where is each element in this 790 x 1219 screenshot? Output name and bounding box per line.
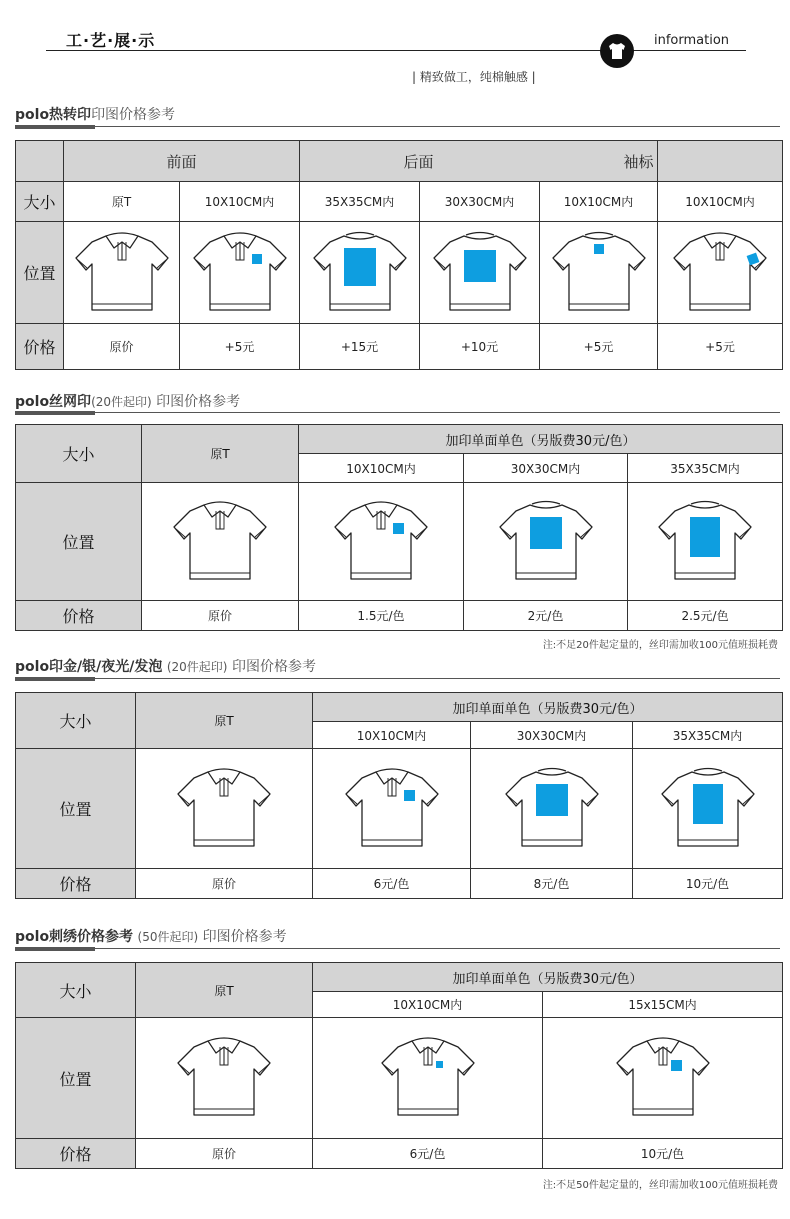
section-title-foil-print (15, 656, 316, 676)
group-header: 加印单面单色（另版费30元/色） (313, 963, 783, 992)
shirt-cell (313, 749, 471, 869)
polo-front-chest-embroidery-icon (613, 1033, 713, 1123)
size-cell: 10X10CM内 (299, 454, 464, 483)
price-cell: 原价 (136, 1139, 313, 1169)
polo-front-icon (174, 1033, 274, 1123)
size-cell: 15x15CM内 (543, 992, 783, 1018)
section-divider (15, 412, 780, 413)
group-header: 加印单面单色（另版费30元/色） (299, 425, 783, 454)
section-title-brand: polo印金/银/夜光/发泡 (15, 659, 163, 675)
polo-back-large-print-icon (655, 497, 755, 587)
price-cell: 原价 (64, 324, 180, 370)
section-accent-bar (15, 947, 95, 951)
original-header: 原T (136, 963, 313, 1018)
price-cell: 2元/色 (464, 601, 628, 631)
price-cell: +5元 (540, 324, 658, 370)
section-title-note: (20件起印) (91, 395, 152, 409)
price-cell: +5元 (180, 324, 300, 370)
section-title-embroidery (15, 926, 287, 946)
row-label-size: 大小 (16, 425, 142, 483)
row-label-position: 位置 (16, 483, 142, 601)
shirt-cell (300, 222, 420, 324)
size-cell: 35X35CM内 (628, 454, 783, 483)
price-table-heat-transfer (15, 140, 783, 370)
header-subtitle: | 精致做工，纯棉触感 | (412, 70, 536, 84)
shirt-cell (420, 222, 540, 324)
row-label-price: 价格 (16, 1139, 136, 1169)
shirt-cell (313, 1018, 543, 1139)
shirt-cell (299, 483, 464, 601)
group-sleeve-label: 袖标 (623, 152, 654, 171)
section-divider (15, 948, 780, 949)
price-cell: +5元 (658, 324, 783, 370)
polo-front-chest-print-icon (190, 228, 290, 318)
section-accent-bar (15, 677, 95, 681)
footnote: 注:不足50件起定量的，丝印需加收100元值班损耗费 (542, 1180, 778, 1191)
section-title-note: (20件起印) (166, 660, 228, 674)
shirt-cell (471, 749, 633, 869)
row-label-price: 价格 (16, 324, 64, 370)
price-cell: 原价 (142, 601, 299, 631)
original-header: 原T (136, 693, 313, 749)
group-back (300, 141, 658, 182)
group-back-label: 后面 (403, 152, 434, 171)
size-cell: 30X30CM内 (420, 182, 540, 222)
corner-cell (16, 141, 64, 182)
price-cell: +15元 (300, 324, 420, 370)
section-divider (15, 678, 780, 679)
polo-back-medium-print-icon (430, 228, 530, 318)
polo-front-chest-print-icon (342, 764, 442, 854)
section-title-brand: polo刺绣价格参考 (15, 929, 134, 945)
section-title-brand: polo热转印 (15, 107, 92, 123)
price-cell: 原价 (136, 869, 313, 899)
original-header: 原T (142, 425, 299, 483)
price-cell: +10元 (420, 324, 540, 370)
row-label-size: 大小 (16, 963, 136, 1018)
price-cell: 6元/色 (313, 1139, 543, 1169)
shirt-cell (658, 222, 783, 324)
shirt-cell (180, 222, 300, 324)
polo-sleeve-print-icon (670, 228, 770, 318)
size-cell: 原T (64, 182, 180, 222)
polo-back-collar-print-icon (549, 228, 649, 318)
size-cell: 10X10CM内 (180, 182, 300, 222)
header-info-label: information (654, 33, 730, 48)
shirt-cell (464, 483, 628, 601)
shirt-cell (142, 483, 299, 601)
shirt-cell (540, 222, 658, 324)
page-title: 工·艺·展·示 (66, 31, 156, 50)
section-title-heat-transfer (15, 104, 175, 124)
group-empty (658, 141, 783, 182)
size-cell: 10X10CM内 (313, 722, 471, 749)
row-label-position: 位置 (16, 1018, 136, 1139)
shirt-cell (136, 1018, 313, 1139)
size-cell: 35X35CM内 (633, 722, 783, 749)
group-front: 前面 (64, 141, 300, 182)
section-title-rest: 印图价格参考 (202, 929, 287, 945)
section-accent-bar (15, 411, 95, 415)
shirt-cell (633, 749, 783, 869)
size-cell: 10X10CM内 (658, 182, 783, 222)
size-cell: 30X30CM内 (471, 722, 633, 749)
shirt-cell (136, 749, 313, 869)
polo-back-large-print-icon (310, 228, 410, 318)
shirt-logo-icon (600, 34, 634, 68)
footnote: 注:不足20件起定量的，丝印需加收100元值班损耗费 (542, 640, 778, 651)
section-title-brand: polo丝网印 (15, 394, 92, 410)
price-cell: 6元/色 (313, 869, 471, 899)
polo-back-medium-print-icon (502, 764, 602, 854)
row-label-price: 价格 (16, 601, 142, 631)
polo-front-icon (174, 764, 274, 854)
group-header: 加印单面单色（另版费30元/色） (313, 693, 783, 722)
polo-back-medium-print-icon (496, 497, 596, 587)
price-table-screen-print (15, 424, 783, 631)
polo-front-chest-print-icon (331, 497, 431, 587)
shirt-cell (628, 483, 783, 601)
section-title-rest: 印图价格参考 (91, 107, 176, 123)
section-title-rest: 印图价格参考 (156, 394, 241, 410)
row-label-position: 位置 (16, 222, 64, 324)
price-cell: 2.5元/色 (628, 601, 783, 631)
row-label-price: 价格 (16, 869, 136, 899)
row-label-size: 大小 (16, 182, 64, 222)
price-cell: 1.5元/色 (299, 601, 464, 631)
polo-front-chest-embroidery-icon (378, 1033, 478, 1123)
header-divider (46, 50, 746, 51)
size-cell: 10X10CM内 (313, 992, 543, 1018)
section-title-rest: 印图价格参考 (231, 659, 316, 675)
price-table-foil-print (15, 692, 783, 899)
price-cell: 10元/色 (633, 869, 783, 899)
polo-back-large-print-icon (658, 764, 758, 854)
section-divider (15, 126, 780, 127)
section-title-note: (50件起印) (137, 930, 199, 944)
section-title-screen-print (15, 391, 240, 411)
shirt-cell (64, 222, 180, 324)
size-cell: 10X10CM内 (540, 182, 658, 222)
size-cell: 30X30CM内 (464, 454, 628, 483)
row-label-position: 位置 (16, 749, 136, 869)
polo-front-icon (72, 228, 172, 318)
price-table-embroidery (15, 962, 783, 1169)
size-cell: 35X35CM内 (300, 182, 420, 222)
shirt-cell (543, 1018, 783, 1139)
polo-front-icon (170, 497, 270, 587)
price-cell: 10元/色 (543, 1139, 783, 1169)
price-cell: 8元/色 (471, 869, 633, 899)
row-label-size: 大小 (16, 693, 136, 749)
section-accent-bar (15, 125, 95, 129)
